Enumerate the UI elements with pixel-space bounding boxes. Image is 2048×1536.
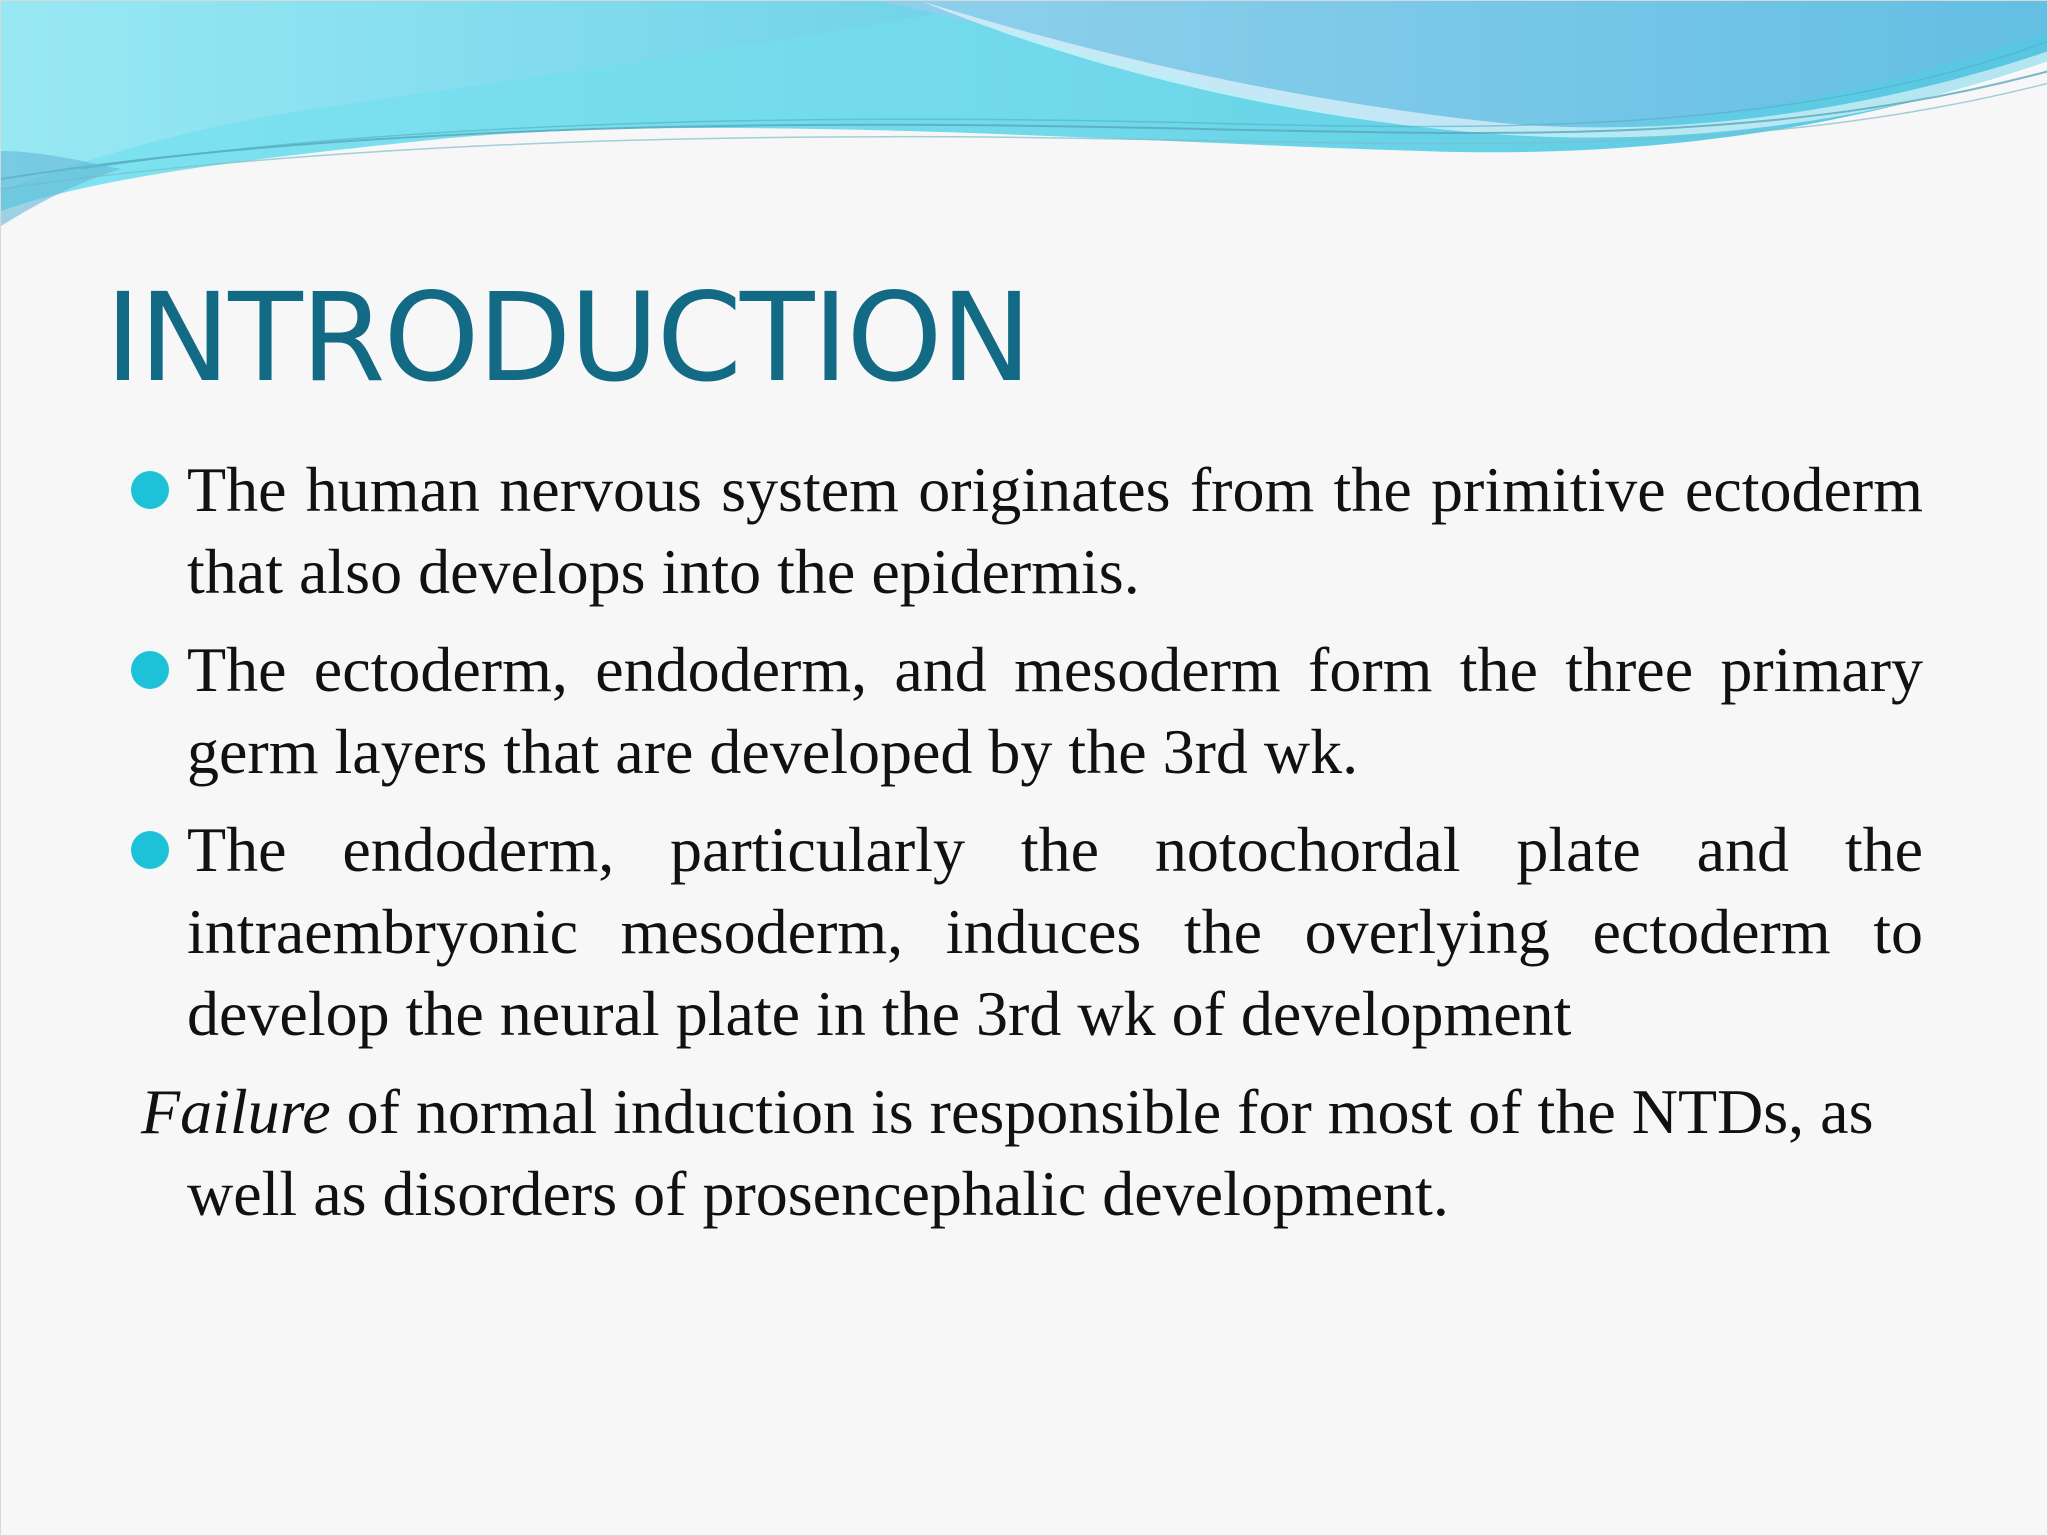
bullet-text: The human nervous system originates from the primitive ectoderm that also develops into the epidermis. xyxy=(187,454,1923,607)
closing-text: of normal induction is responsible for most of the NTDs, as well as disorders of prosencephalic development. xyxy=(187,1076,1874,1229)
bullet-dot-icon xyxy=(131,651,169,689)
closing-emphasis: Failure xyxy=(141,1076,331,1147)
bullet-text: The endoderm, particularly the notochordal plate and the intraembryonic mesoderm, induces the overlying ectoderm to develop the neural plate in the 3rd wk of development xyxy=(187,814,1923,1049)
header-wave-decoration xyxy=(1,1,2048,241)
bullet-item xyxy=(131,809,1923,1055)
bullet-dot-icon xyxy=(131,831,169,869)
bullet-item xyxy=(131,449,1923,613)
slide-body xyxy=(131,449,1923,1235)
page-title: INTRODUCTION xyxy=(105,267,1030,409)
closing-paragraph xyxy=(131,1071,1923,1235)
bullet-text: The ectoderm, endoderm, and mesoderm form the three primary germ layers that are developed by the 3rd wk. xyxy=(187,634,1923,787)
bullet-dot-icon xyxy=(131,471,169,509)
bullet-item xyxy=(131,629,1923,793)
